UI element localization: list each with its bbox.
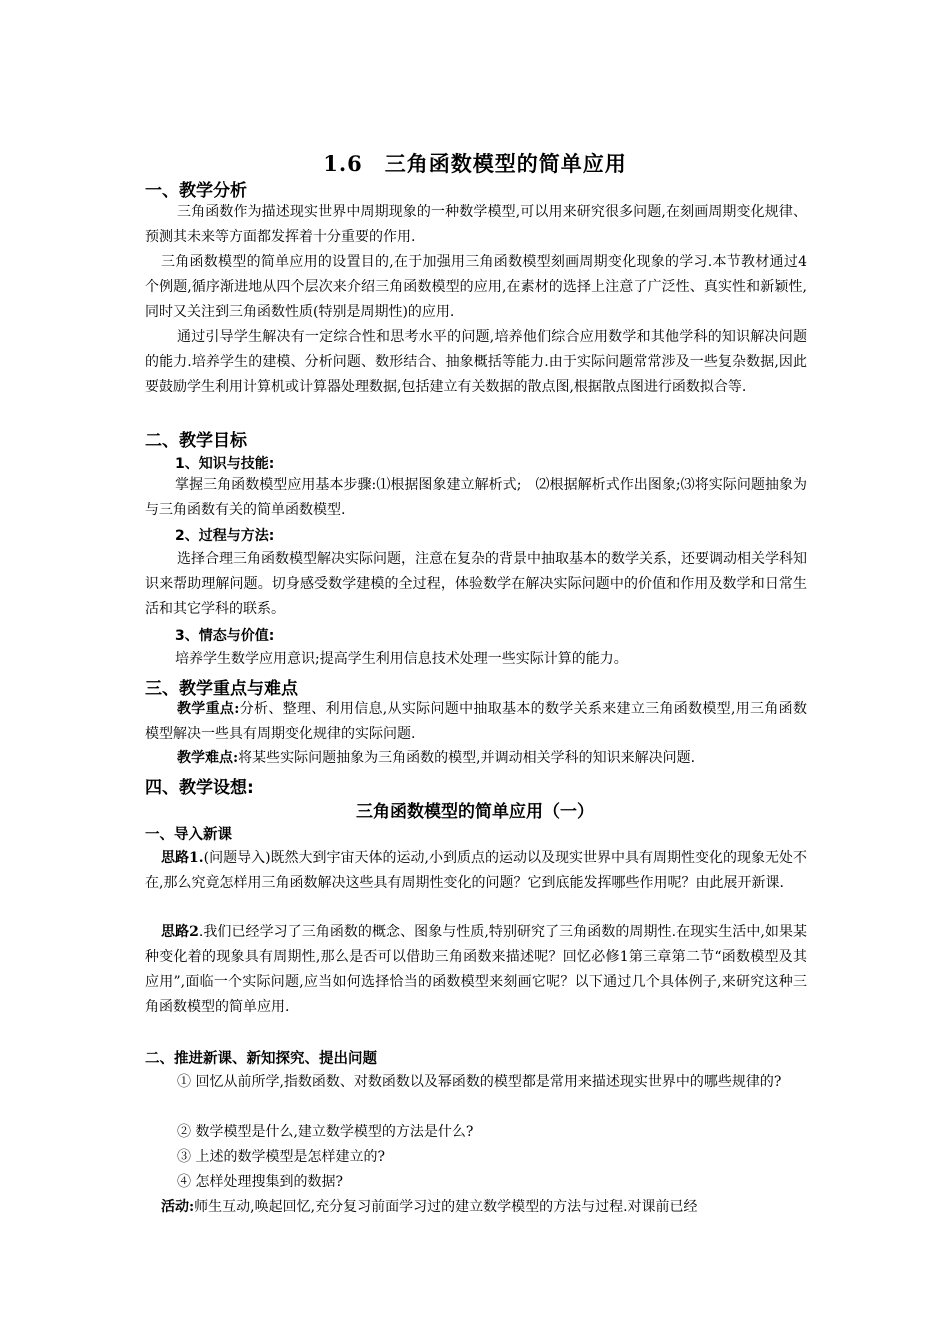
intro-heading: 一、导入新课 [145,827,232,843]
idea-1-paragraph [145,846,807,896]
lesson-title: 三角函数模型的简单应用（一） [356,802,594,822]
idea-2-paragraph [145,920,807,1020]
goal-values-text: 培养学生数学应用意识;提高学生利用信息技术处理一些实际计算的能力。 [175,651,628,667]
analysis-paragraph-2: 三角函数模型的简单应用的设置目的,在于加强用三角函数模型刻画周期变化现象的学习.本节教材通过4个例题,循序渐进地从四个层次来介绍三角函数模型的应用,在素材的选择上注意了广泛性、真实性和新颖性,同时又关注到三角函数性质(特别是周期性)的应用. [145,254,807,320]
goal-knowledge-text: 掌握三角函数模型应用基本步骤:⑴根据图象建立解析式; ⑵根据解析式作出图象;⑶将实际问题抽象为与三角函数有关的简单函数模型. [145,477,807,518]
section-heading-design: 四、教学设想: [145,778,254,798]
goal-values-heading: 3、情态与价值: [175,628,275,644]
question-3: ③ 上述的数学模型是怎样建立的? [177,1149,385,1165]
question-1: ① 回忆从前所学,指数函数、对数函数以及幂函数的模型都是常用来描述现实世界中的哪些规律的? [177,1074,782,1090]
section-heading-goals: 二、教学目标 [145,431,247,451]
question-4: ④ 怎样处理搜集到的数据? [177,1174,343,1190]
analysis-paragraph-1: 三角函数作为描述现实世界中周期现象的一种数学模型,可以用来研究很多问题,在刻画周期变化规律、预测其未来等方面都发挥着十分重要的作用. [145,204,807,245]
section-heading-analysis: 一、教学分析 [145,181,247,201]
section-heading-key-points: 三、教学重点与难点 [145,679,298,699]
new-lesson-heading: 二、推进新课、新知探究、提出问题 [145,1051,377,1067]
difficulty-text: 将某些实际问题抽象为三角函数的模型,并调动相关学科的知识来解决问题. [238,750,696,766]
key-point-label: 教学重点: [177,701,240,717]
goal-knowledge-heading: 1、知识与技能: [175,456,275,472]
activity-text: 师生互动,唤起回忆,充分复习前面学习过的建立数学模型的方法与过程.对课前已经 [194,1199,698,1215]
activity-paragraph [145,1195,807,1220]
idea-2-label: 思路2 [161,924,199,940]
goal-process-text: 选择合理三角函数模型解决实际问题，注意在复杂的背景中抽取基本的数学关系，还要调动相关学科知识来帮助理解问题。切身感受数学建模的全过程，体验数学在解决实际问题中的价值和作用及数学和日常生活和其它学科的联系。 [145,551,807,617]
question-2: ② 数学模型是什么,建立数学模型的方法是什么? [177,1124,474,1140]
idea-1-text: (问题导入)既然大到宇宙天体的运动,小到质点的运动以及现实世界中具有周期性变化的现象无处不在,那么究竟怎样用三角函数解决这些具有周期性变化的问题？它到底能发挥哪些作用呢？由此展开新课. [145,850,807,891]
analysis-paragraph-3: 通过引导学生解决有一定综合性和思考水平的问题,培养他们综合应用数学和其他学科的知识解决问题的能力.培养学生的建模、分析问题、数形结合、抽象概括等能力.由于实际问题常常涉及一些复杂数据,因此要鼓励学生利用计算机或计算器处理数据,包括建立有关数据的散点图,根据散点图进行函数拟合等. [145,329,807,395]
goal-process-heading: 2、过程与方法: [175,528,275,544]
key-point-paragraph [145,697,807,747]
difficulty-label: 教学难点: [177,750,239,766]
activity-label: 活动: [161,1199,195,1215]
idea-2-text: .我们已经学习了三角函数的概念、图象与性质,特别研究了三角函数的周期性.在现实生活中,如果某种变化着的现象具有周期性,那么是否可以借助三角函数来描述呢？回忆必修1第三章第二节“函数模型及其应用”,面临一个实际问题,应当如何选择恰当的函数模型来刻画它呢？以下通过几个具体例子,来研究这种三角函数模型的简单应用. [145,924,807,1015]
page-title: 1.6 三角函数模型的简单应用 [323,151,627,176]
key-point-text: 分析、整理、利用信息,从实际问题中抽取基本的数学关系来建立三角函数模型,用三角函数模型解决一些具有周期变化规律的实际问题. [145,701,807,742]
idea-1-label: 思路1. [161,850,204,866]
difficulty-paragraph [145,746,807,771]
